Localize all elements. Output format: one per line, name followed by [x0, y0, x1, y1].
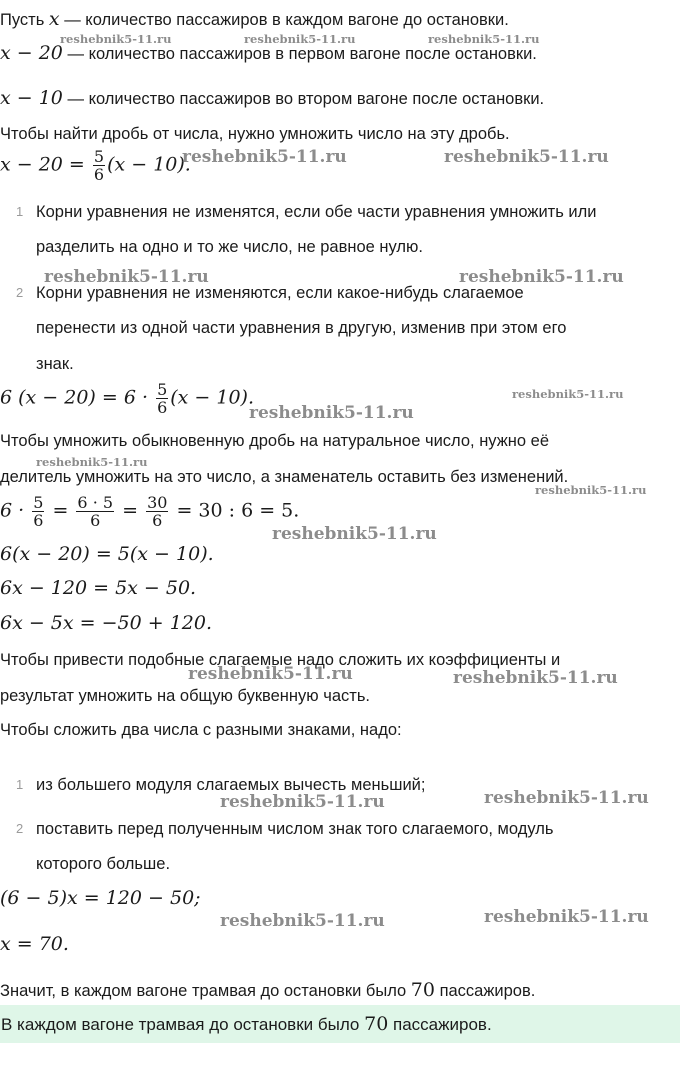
watermark: reshebnik5-11.ru: [249, 403, 414, 423]
watermark: reshebnik5-11.ru: [182, 147, 347, 167]
rule-fraction-of-number: Чтобы найти дробь от числа, нужно умножить число на эту дробь.: [0, 125, 510, 143]
list2-number-1: 1: [16, 777, 24, 792]
equation-2: 6 (x − 20) = 6 · $\frac{5}{6}$ (x − 10).: [0, 380, 255, 417]
equation-5: 6x − 120 = 5x − 50.: [0, 577, 197, 599]
second-car-line: x − 10 — количество пассажиров во втором вагоне после остановки.: [0, 87, 545, 109]
equation-4: 6(x − 20) = 5(x − 10).: [0, 543, 214, 565]
watermark: reshebnik5-11.ru: [36, 455, 148, 469]
watermark: reshebnik5-11.ru: [44, 267, 209, 287]
rule-multiply-line1: Чтобы умножить обыкновенную дробь на натуральное число, нужно её: [0, 432, 550, 450]
list2-item-1-line1: из большего модуля слагаемых вычесть меньший;: [36, 776, 426, 794]
list1-item-2-line2: перенести из одной части уравнения в другую, изменив при этом его: [36, 319, 567, 337]
watermark: reshebnik5-11.ru: [60, 32, 172, 46]
rule-like-terms-line2: результат умножить на общую буквенную часть.: [0, 687, 371, 705]
list2-item-2-line1: поставить перед полученным числом знак того слагаемого, модуль: [36, 820, 554, 838]
watermark: reshebnik5-11.ru: [535, 483, 647, 497]
watermark: reshebnik5-11.ru: [459, 267, 624, 287]
list2-item-2-line2: которого больше.: [36, 855, 171, 873]
rule-different-signs: Чтобы сложить два числа с разными знаками, надо:: [0, 721, 402, 739]
list1-number-2: 2: [16, 285, 24, 300]
watermark: reshebnik5-11.ru: [244, 32, 356, 46]
watermark: reshebnik5-11.ru: [188, 664, 353, 684]
watermark: reshebnik5-11.ru: [512, 387, 624, 401]
first-car-line: x − 20 — количество пассажиров в первом вагоне после остановки.: [0, 42, 537, 64]
equation-7: (6 − 5)x = 120 − 50;: [0, 887, 201, 909]
conclusion: Значит, в каждом вагоне трамвая до остановки было 70 пассажиров.: [0, 979, 536, 1001]
watermark: reshebnik5-11.ru: [484, 907, 649, 927]
equation-6: 6x − 5x = −50 + 120.: [0, 612, 213, 634]
list1-item-2-line3: знак.: [36, 355, 74, 373]
list1-number-1: 1: [16, 204, 24, 219]
equation-3: 6 · $\frac{5}{6}$ = $\frac{6 \cdot 5}{6}$ = $\frac{30}{6}$ = 30 : 6 = 5.: [0, 493, 300, 530]
watermark: reshebnik5-11.ru: [220, 911, 385, 931]
equation-1: x − 20 = $\frac{5}{6}$ (x − 10).: [0, 147, 191, 184]
list1-item-1-line2: разделить на одно и то же число, не равное нулю.: [36, 238, 423, 256]
watermark: reshebnik5-11.ru: [453, 668, 618, 688]
watermark: reshebnik5-11.ru: [484, 788, 649, 808]
intro-line: Пусть x — количество пассажиров в каждом вагоне до остановки.: [0, 8, 509, 30]
watermark: reshebnik5-11.ru: [428, 32, 540, 46]
rule-multiply-line2: делитель умножить на это число, а знаменатель оставить без изменений.: [0, 468, 569, 486]
watermark: reshebnik5-11.ru: [444, 147, 609, 167]
equation-8: x = 70.: [0, 933, 69, 955]
list1-item-1-line1: Корни уравнения не изменятся, если обе части уравнения умножить или: [36, 203, 597, 221]
answer-box: В каждом вагоне трамвая до остановки было 70 пассажиров.: [0, 1005, 680, 1043]
watermark: reshebnik5-11.ru: [272, 524, 437, 544]
rule-like-terms-line1: Чтобы привести подобные слагаемые надо сложить их коэффициенты и: [0, 651, 561, 669]
list2-number-2: 2: [16, 821, 24, 836]
list1-item-2-line1: Корни уравнения не изменяются, если какое-нибудь слагаемое: [36, 284, 524, 302]
watermark: reshebnik5-11.ru: [220, 792, 385, 812]
